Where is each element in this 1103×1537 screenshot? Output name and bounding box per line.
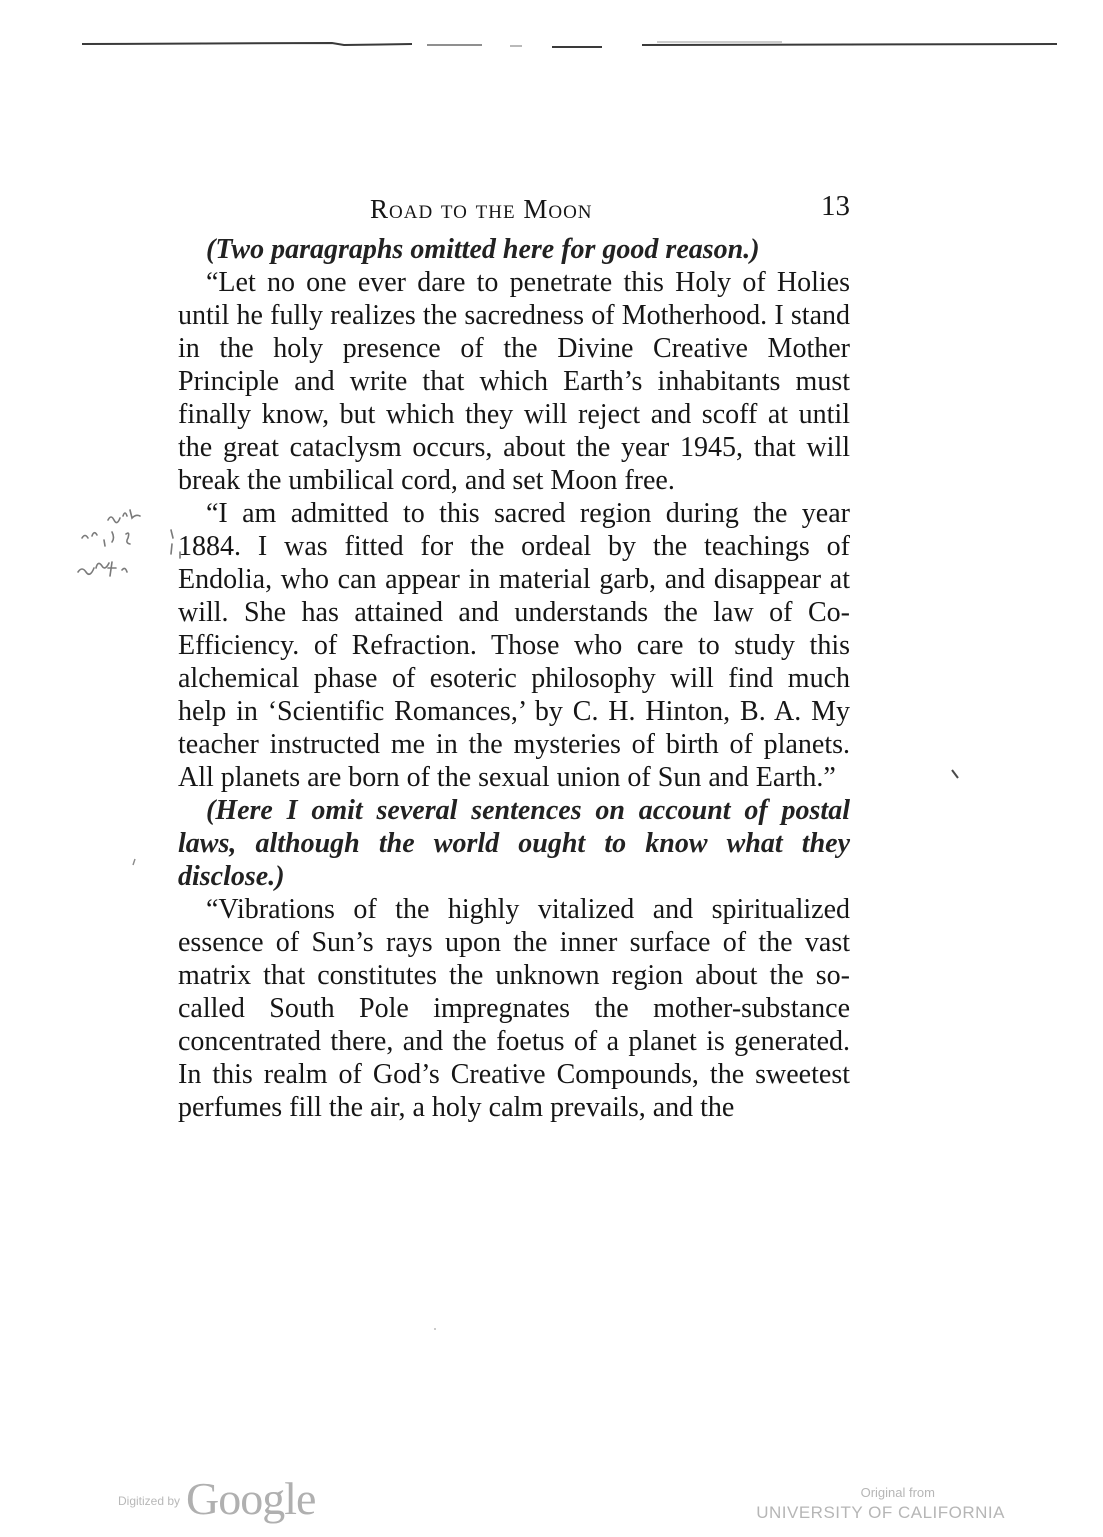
scan-speck-icon <box>432 1326 438 1332</box>
digitized-label: Digitized by <box>118 1494 181 1508</box>
original-from-watermark <box>725 1484 1005 1524</box>
page-number: 13 <box>821 190 850 222</box>
handwritten-margin-note-icon <box>68 498 186 598</box>
paragraph: “I am admitted to this sacred region during the year 1884. I was fitted for the ordeal by the teachings of Endolia, who can appear in material garb, and disappear at will. She has attained and understands the law of Co-Efficiency. of Refraction. Those who care to study this alchemical phase of esoteric philosophy will find much help in ‘Scientific Romances,’ by C. H. Hinton, B. A. My teacher instructed me in the mysteries of birth of planets. All planets are born of the sexual union of Sun and Earth.” <box>178 498 850 793</box>
running-head <box>178 190 850 230</box>
body-text <box>178 233 850 1124</box>
scan-rule-icon <box>82 38 1057 52</box>
editorial-note: (Here I omit several sentences on account of postal laws, although the world ought to know what they disclose.) <box>178 795 850 892</box>
scan-speck-icon <box>950 768 962 782</box>
paragraph: “Let no one ever dare to penetrate this Holy of Holies until he fully realizes the sacredness of Motherhood. I stand in the holy presence of the Divine Creative Mother Principle and write that which Earth’s inhabitants must finally know, but which they will reject and scoff at until the great cataclysm occurs, about the year 1945, that will break the umbilical cord, and set Moon free. <box>178 267 850 496</box>
digitized-by-watermark <box>118 1472 378 1532</box>
running-title: Road to the Moon <box>370 194 593 224</box>
editorial-note: (Two paragraphs omitted here for good reason.) <box>206 234 760 265</box>
original-from-label: Original from <box>860 1485 935 1500</box>
paragraph: “Vibrations of the highly vitalized and spiritualized essence of Sun’s rays upon the inner surface of the vast matrix that constitutes the unknown region about the so-called South Pole impregnates the mother-substance concentrated there, and the foetus of a planet is generated. In this realm of God’s Creative Compounds, the sweetest perfumes fill the air, a holy calm prevails, and the <box>178 894 850 1123</box>
institution-label: UNIVERSITY OF CALIFORNIA <box>756 1503 1005 1522</box>
scan-speck-icon <box>130 858 138 868</box>
google-logo: Google <box>186 1473 316 1524</box>
